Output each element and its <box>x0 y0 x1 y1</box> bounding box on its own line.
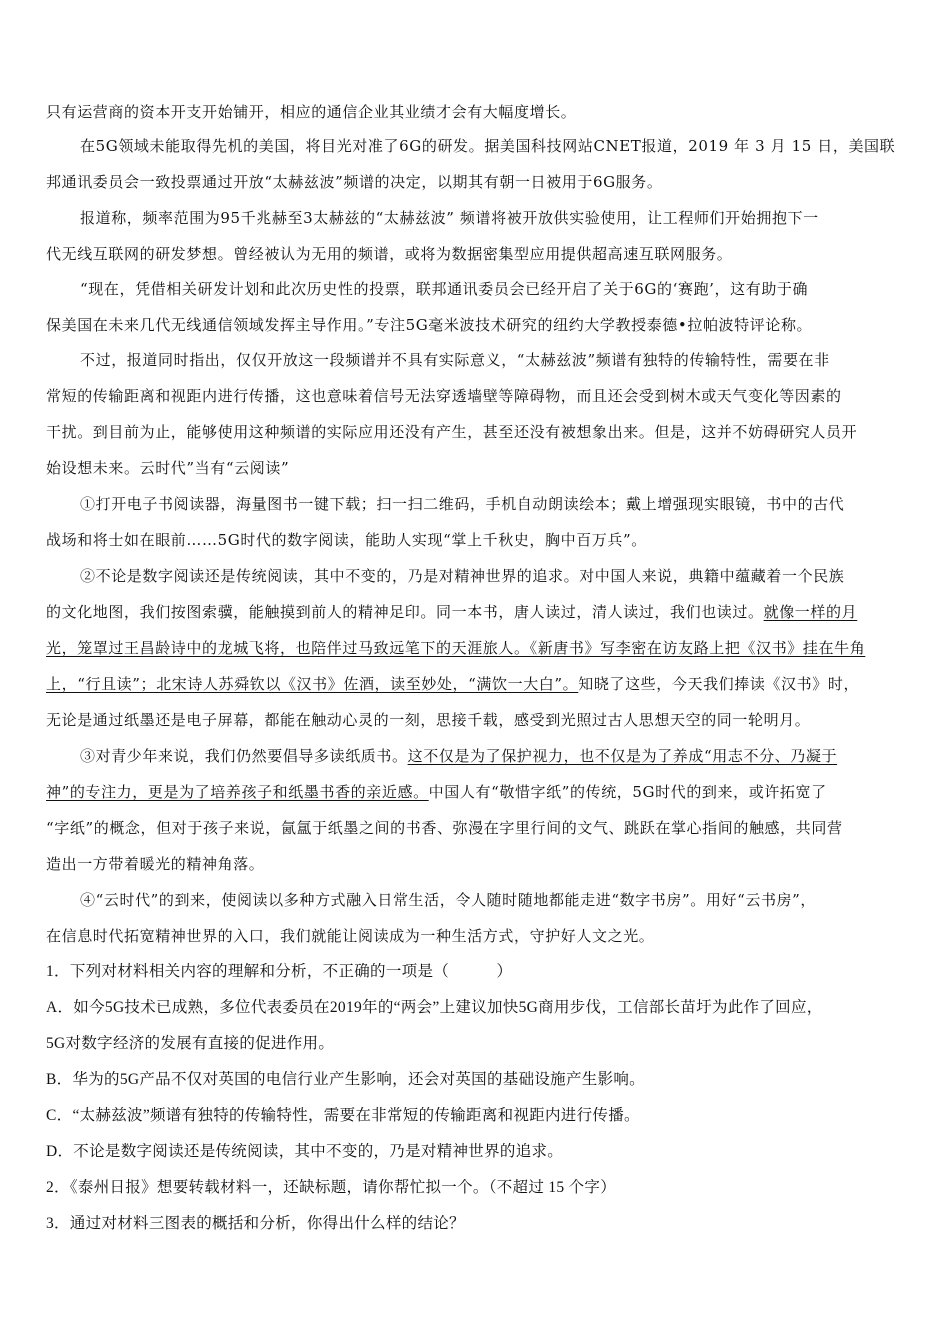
text-span: 的文化地图，我们按图索骥，能触摸到前人的精神足印。同一本书，唐人读过，清人读过，我们也读过。 <box>46 603 764 621</box>
paragraph-line: ②不论是数字阅读还是传统阅读，其中不变的，乃是对精神世界的追求。对中国人来说，典籍中蕴藏着一个民族 <box>80 567 845 585</box>
paragraph-line: ①打开电子书阅读器，海量图书一键下载；扫一扫二维码，手机自动朗读绘本；戴上增强现实眼镜，书中的古代 <box>80 495 845 513</box>
paragraph-line: 报道称，频率范围为95千兆赫至3太赫兹的“太赫兹波” 频谱将被开放供实验使用，让工程师们开始拥抱下一 <box>80 209 819 227</box>
paragraph-line: 常短的传输距离和视距内进行传播，这也意味着信号无法穿透墙壁等障碍物，而且还会受到树木或天气变化等因素的 <box>46 387 842 405</box>
option-a-continued: 5G对数字经济的发展有直接的促进作用。 <box>46 1035 335 1052</box>
question-1: 1．下列对材料相关内容的理解和分析，不正确的一项是（ ） <box>46 963 513 980</box>
question-2: 2．《泰州日报》想要转载材料一，还缺标题，请你帮忙拟一个。（不超过 15 个字） <box>46 1179 617 1196</box>
paragraph-line: 无论是通过纸墨还是电子屏幕，都能在触动心灵的一刻，思接千载，感受到光照过古人思想天空的同一轮明月。 <box>46 711 811 729</box>
paragraph-line <box>46 780 908 804</box>
underlined-text: 就像一样的月 <box>763 603 858 621</box>
underlined-text: 上，“行且读”；北宋诗人苏舜钦以《汉书》佐酒，读至妙处，“满饮一大白”。 <box>46 675 579 693</box>
underlined-text: 神”的专注力，更是为了培养孩子和纸墨书香的亲近感。 <box>46 783 429 801</box>
paragraph-line: 只有运营商的资本开支开始铺开，相应的通信企业其业绩才会有大幅度增长。 <box>46 103 577 121</box>
underlined-text: 这不仅是为了保护视力，也不仅是为了养成“用志不分、乃凝于 <box>407 747 838 765</box>
paragraph-line: 在信息时代拓宽精神世界的入口，我们就能让阅读成为一种生活方式，守护好人文之光。 <box>46 927 655 945</box>
underlined-line: 光，笼罩过王昌龄诗中的龙城飞将，也陪伴过马致远笔下的天涯旅人。《新唐书》写李密在访友路上把《汉书》挂在牛角 <box>46 639 866 657</box>
text-span: 知晓了这些，今天我们捧读《汉书》时， <box>578 675 860 693</box>
question-3: 3．通过对材料三图表的概括和分析，你得出什么样的结论？ <box>46 1215 465 1232</box>
option-b: B．华为的5G产品不仅对英国的电信行业产生影响，还会对英国的基础设施产生影响。 <box>46 1071 645 1088</box>
paragraph-line <box>46 600 908 624</box>
option-a: A．如今5G技术已成熟，多位代表委员在2019年的“两会”上建议加快5G商用步伐，工信部长苗圩为此作了回应， <box>46 999 823 1016</box>
paragraph-line: 造出一方带着暖光的精神角落。 <box>46 855 265 873</box>
paragraph-line: 代无线互联网的研发梦想。曾经被认为无用的频谱，或将为数据密集型应用提供超高速互联网服务。 <box>46 245 733 263</box>
paragraph-line: 在5G领域未能取得先机的美国，将目光对准了6G的研发。据美国科技网站CNET报道，2019 年 3 月 15 日，美国联 <box>80 137 896 155</box>
paragraph-line: 不过，报道同时指出，仅仅开放这一段频谱并不具有实际意义，“太赫兹波”频谱有独特的传输特性，需要在非 <box>80 351 830 369</box>
text-span: ③对青少年来说，我们仍然要倡导多读纸质书。 <box>80 747 408 765</box>
paragraph-line: “字纸”的概念，但对于孩子来说，氤氲于纸墨之间的书香、弥漫在字里行间的文气、跳跃在掌心指间的触感，共同营 <box>46 819 843 837</box>
paragraph-line: ④“云时代”的到来，使阅读以多种方式融入日常生活，令人随时随地都能走进“数字书房”。用好“云书房”， <box>80 891 817 909</box>
option-d: D．不论是数字阅读还是传统阅读，其中不变的，乃是对精神世界的追求。 <box>46 1143 564 1160</box>
paragraph-line: 邦通讯委员会一致投票通过开放“太赫兹波”频谱的决定，以期其有朝一日被用于6G服务。 <box>46 173 663 191</box>
text-span: 中国人有“敬惜字纸”的传统，5G时代的到来，或许拓宽了 <box>428 783 827 801</box>
paragraph-line: “现在，凭借相关研发计划和此次历史性的投票，联邦通讯委员会已经开启了关于6G的‘赛跑’，这有助于确 <box>80 280 809 298</box>
section-title-line: 始设想未来。云时代”当有“云阅读” <box>46 459 290 477</box>
paragraph-line <box>46 672 908 696</box>
paragraph-line <box>80 744 908 768</box>
paragraph-line: 保美国在未来几代无线通信领域发挥主导作用。”专注5G毫米波技术研究的纽约大学教授泰德•拉帕波特评论称。 <box>46 316 813 334</box>
paragraph-line: 干扰。到目前为止，能够使用这种频谱的实际应用还没有产生，甚至还没有被想象出来。但是，这并不妨碍研究人员开 <box>46 423 858 441</box>
paragraph-line: 战场和将士如在眼前……5G时代的数字阅读，能助人实现“掌上千秋史，胸中百万兵”。 <box>46 531 647 549</box>
option-c: C．“太赫兹波”频谱有独特的传输特性，需要在非常短的传输距离和视距内进行传播。 <box>46 1107 640 1124</box>
